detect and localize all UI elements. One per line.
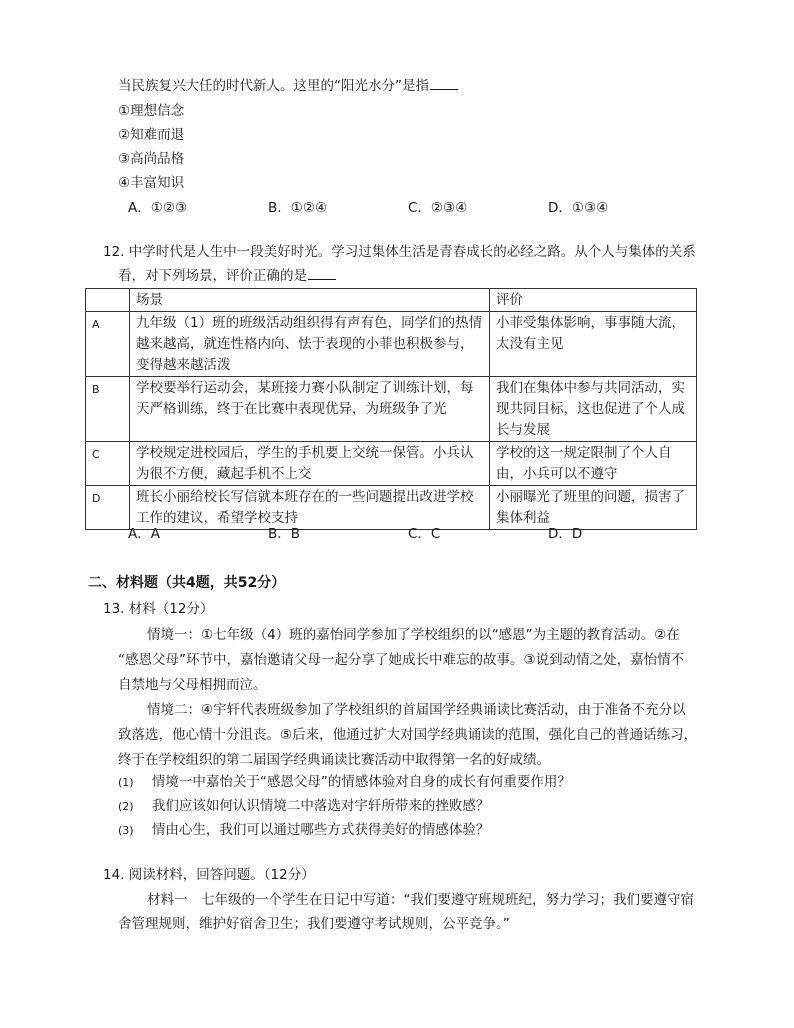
- table-row: [86, 442, 697, 486]
- choice-item: ④丰富知识: [118, 175, 185, 191]
- table-header-cell: [86, 289, 130, 312]
- row-label: B: [86, 377, 130, 442]
- sub-question-number: (2): [118, 800, 134, 813]
- sub-question-text: 我们应该如何认识情境二中落选对宇轩所带来的挫败感？: [151, 798, 490, 814]
- sub-question: [118, 821, 489, 840]
- question-12-table: [85, 288, 697, 530]
- scene-cell: 学校要举行运动会，某班接力赛小队制定了训练计划，每天严格训练，终于在比赛中表现优异，为班级争了光: [130, 377, 490, 442]
- question-14-title: 14. 阅读材料，回答问题。（12分）: [103, 867, 315, 883]
- paragraph-line: 致落选，他心情十分沮丧。⑤后来，他通过扩大对国学经典诵读的范围，强化自己的普通话练习，: [118, 727, 698, 743]
- sub-question-number: (1): [118, 776, 134, 789]
- option-d: D．D: [548, 526, 583, 542]
- table-header-cell: 场景: [130, 289, 490, 312]
- option-c: C．②③④: [408, 200, 468, 216]
- question-stem-tail: 当民族复兴大任的时代新人。这里的“阳光水分”是指: [118, 77, 458, 95]
- sub-question: [118, 797, 489, 816]
- table-row: [86, 377, 697, 442]
- option-b: B．B: [268, 526, 301, 542]
- table-row: [86, 486, 697, 530]
- table-header-row: [86, 289, 697, 312]
- choice-item: ③高尚品格: [118, 151, 185, 167]
- evaluation-cell: 我们在集体中参与共同活动，实现共同目标，这也促进了个人成长与发展: [490, 377, 697, 442]
- sub-question-number: (3): [118, 824, 134, 837]
- paragraph-line: 情境一：①七年级（4）班的嘉怡同学参加了学校组织的以“感恩”为主题的教育活动。②在: [147, 627, 680, 643]
- evaluation-cell: 小丽曝光了班里的问题，损害了集体利益: [490, 486, 697, 530]
- option-d: D．①③④: [548, 200, 609, 216]
- choice-item: ②知难而退: [118, 127, 185, 143]
- paragraph-line: 材料一 七年级的一个学生在日记中写道：“我们要遵守班规班纪，努力学习；我们要遵守宿: [147, 892, 694, 908]
- paragraph-line: 自禁地与父母相拥而泣。: [118, 677, 267, 693]
- scene-cell: 学校规定进校园后，学生的手机要上交统一保管。小兵认为很不方便，藏起手机不上交: [130, 442, 490, 486]
- row-label: A: [86, 312, 130, 377]
- paragraph-line: 情境二：④宇轩代表班级参加了学校组织的首届国学经典诵读比赛活动，由于准备不充分以: [147, 702, 686, 718]
- option-c: C．C: [408, 526, 441, 542]
- option-b: B．①②④: [268, 200, 328, 216]
- sub-question-text: 情由心生，我们可以通过哪些方式获得美好的情感体验？: [151, 822, 490, 838]
- table-header-cell: 评价: [490, 289, 697, 312]
- paragraph-line: “感恩父母”环节中，嘉怡邀请父母一起分享了她成长中难忘的故事。③说到动情之处，嘉怡情不: [118, 652, 685, 668]
- question-12-stem-line2: 看，对下列场景，评价正确的是: [118, 267, 336, 285]
- question-13-title: 13. 材料（12分）: [103, 601, 214, 617]
- option-a: A．A: [128, 526, 160, 542]
- option-a: A．①②③: [128, 200, 188, 216]
- table-row: [86, 312, 697, 377]
- row-label: D: [86, 486, 130, 530]
- evaluation-cell: 小菲受集体影响，事事随大流，太没有主见: [490, 312, 697, 377]
- question-12-stem-line1: 12. 中学时代是人生中一段美好时光。学习过集体生活是青春成长的必经之路。从个人与集体的关系: [103, 244, 696, 260]
- evaluation-cell: 学校的这一规定限制了个人自由，小兵可以不遵守: [490, 442, 697, 486]
- scene-cell: 班长小丽给校长写信就本班存在的一些问题提出改进学校工作的建议，希望学校支持: [130, 486, 490, 530]
- answer-blank: [430, 77, 458, 90]
- sub-question: [118, 773, 571, 792]
- paragraph-line: 终于在学校组织的第二届国学经典诵读比赛活动中取得第一名的好成绩。: [118, 752, 550, 768]
- answer-blank: [308, 267, 336, 280]
- paragraph-line: 舍管理规则，维护好宿舍卫生；我们要遵守考试规则，公平竞争。”: [118, 916, 510, 932]
- sub-question-text: 情境一中嘉怡关于“感恩父母”的情感体验对自身的成长有何重要作用？: [151, 774, 571, 790]
- choice-item: ①理想信念: [118, 103, 185, 119]
- row-label: C: [86, 442, 130, 486]
- scene-cell: 九年级（1）班的班级活动组织得有声有色，同学们的热情越来越高，就连性格内向、怯于表现的小菲也积极参与，变得越来越活泼: [130, 312, 490, 377]
- section-title: 二、材料题（共4题，共52分）: [88, 575, 286, 591]
